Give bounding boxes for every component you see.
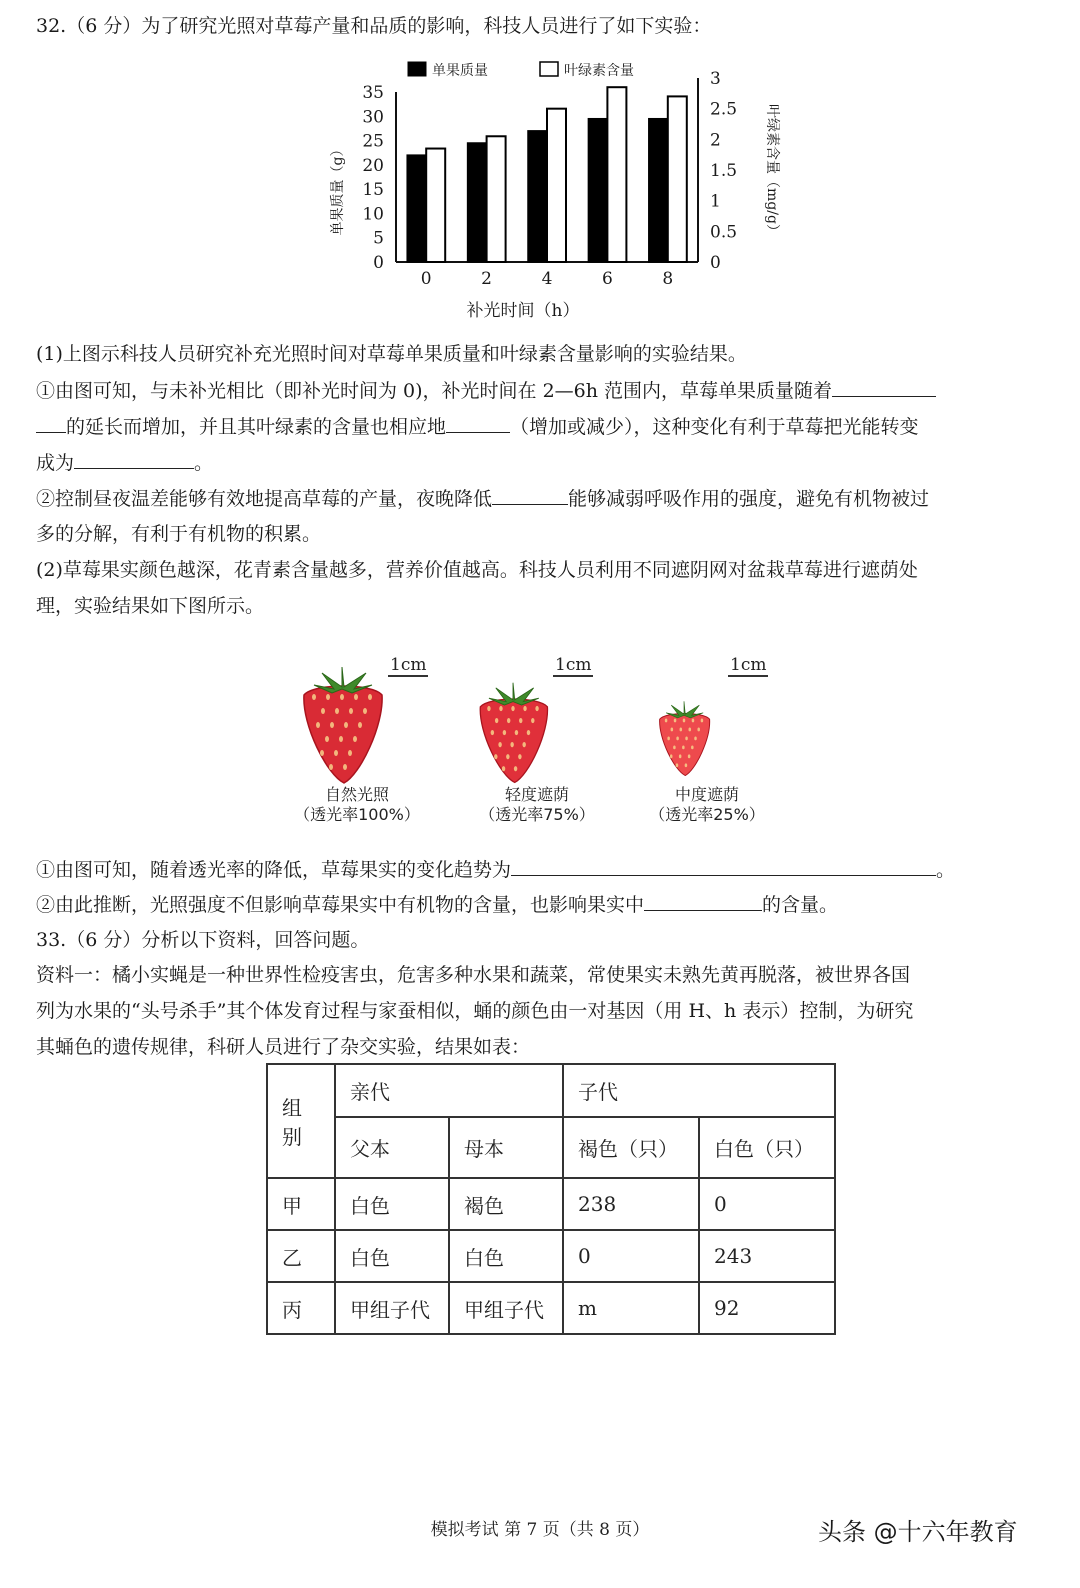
- strawberry-image: [470, 681, 556, 784]
- bar-fruit-mass: [407, 155, 426, 262]
- table-cell: 甲: [267, 1178, 335, 1230]
- strawberry-image: [292, 665, 392, 785]
- answer-blank-5[interactable]: [511, 857, 936, 876]
- q32-p5: [36, 857, 1044, 882]
- table-cell: m: [563, 1282, 699, 1334]
- q33-material-line2: 列为水果的“头号杀手”其个体发育过程与家蚕相似，蛹的颜色由一对基因（用 H、h 表示）控制，为研究: [36, 1000, 914, 1022]
- q32-part1: (1)上图示科技人员研究补充光照时间对草莓单果质量和叶绿素含量影响的实验结果。: [36, 343, 747, 365]
- q32-p3a-pre: ②控制昼夜温差能够有效地提高草莓的产量，夜晚降低: [36, 488, 493, 510]
- bar-chlorophyll: [426, 149, 445, 262]
- x-tick-label: 2: [481, 269, 493, 289]
- bar-chlorophyll: [668, 96, 687, 262]
- th-white: 白色（只）: [699, 1117, 835, 1178]
- th-father: 父本: [335, 1117, 449, 1178]
- q32-p3b: 多的分解，有利于有机物的积累。: [36, 523, 322, 545]
- table-cell: 丙: [267, 1282, 335, 1334]
- y-left-tick-label: 30: [362, 107, 384, 128]
- q33-material-line3: 其蛹色的遗传规律，科研人员进行了杂交实验，结果如表：: [36, 1036, 531, 1058]
- table-cell: 白色: [335, 1230, 449, 1282]
- answer-blank-4[interactable]: [492, 486, 568, 505]
- page-footer: 模拟考试 第 7 页（共 8 页）: [430, 1520, 650, 1540]
- light-transmittance: （透光率100%）: [294, 805, 420, 824]
- table-cell: 甲组子代: [449, 1282, 563, 1334]
- y-right-tick-label: 2: [710, 130, 721, 151]
- table-row: [267, 1178, 835, 1230]
- y-left-tick-label: 15: [362, 180, 384, 201]
- q32-p2c-pre: 成为: [36, 452, 75, 474]
- treatment-name: 自然光照: [324, 785, 389, 804]
- q32-p2b: [36, 414, 1044, 439]
- q32-header: 32.（6 分）为了研究光照对草莓产量和品质的影响，科技人员进行了如下实验：: [36, 15, 712, 37]
- table-row: [267, 1230, 835, 1282]
- table-cell: 238: [563, 1178, 699, 1230]
- th-parent: 亲代: [335, 1064, 563, 1117]
- y-axis-right-label: 叶绿素含量（mg/g）: [764, 104, 780, 238]
- q32-p4b: 理，实验结果如下图所示。: [36, 595, 265, 617]
- x-tick-label: 4: [541, 269, 553, 289]
- y-right-tick-label: 1.5: [710, 161, 738, 181]
- answer-blank-1[interactable]: [832, 378, 936, 397]
- answer-blank-1-cont[interactable]: [36, 414, 66, 433]
- y-left-tick-label: 35: [362, 83, 384, 103]
- q32-p3a: [36, 486, 1044, 511]
- bar-chlorophyll: [487, 136, 506, 262]
- bar-chlorophyll: [607, 87, 626, 262]
- y-right-tick-label: 3: [710, 69, 721, 89]
- answer-blank-3[interactable]: [74, 450, 194, 469]
- table-cell: 褐色: [449, 1178, 563, 1230]
- watermark: 头条 @十六年教育: [818, 1518, 1018, 1546]
- table-cell: 甲组子代: [335, 1282, 449, 1334]
- q32-p4a: (2)草莓果实颜色越深，花青素含量越多，营养价值越高。科技人员利用不同遮阴网对盆栽草莓进行遮荫处: [36, 559, 918, 581]
- y-right-tick-label: 0.5: [710, 222, 738, 243]
- table-cell: 243: [699, 1230, 835, 1282]
- x-tick-label: 6: [601, 269, 613, 289]
- scale-bar-label: 1cm: [390, 655, 427, 675]
- table-cell: 0: [699, 1178, 835, 1230]
- legend-swatch-fruit-mass: [408, 62, 426, 76]
- legend-label-fruit-mass: 单果质量: [432, 63, 488, 79]
- q33-header: 33.（6 分）分析以下资料，回答问题。: [36, 929, 370, 951]
- x-tick-label: 0: [420, 269, 432, 289]
- table-cell: 白色: [335, 1178, 449, 1230]
- x-tick-label: 8: [662, 269, 674, 289]
- y-left-tick-label: 10: [362, 204, 384, 225]
- table-cell: 92: [699, 1282, 835, 1334]
- q32-p2b-mid: 的延长而增加，并且其叶绿素的含量也相应地: [66, 416, 447, 438]
- table-cell: 0: [563, 1230, 699, 1282]
- legend-label-chlorophyll: 叶绿素含量: [564, 63, 634, 79]
- y-right-tick-label: 0: [710, 253, 721, 273]
- table-cell: 白色: [449, 1230, 563, 1282]
- q32-p5-pre: ①由图可知，随着透光率的降低，草莓果实的变化趋势为: [36, 859, 512, 881]
- q32-p6-pre: ②由此推断，光照强度不但影响草莓果实中有机物的含量，也影响果实中: [36, 894, 645, 916]
- y-axis-left-label: 单果质量（g）: [330, 142, 346, 236]
- answer-blank-2[interactable]: [446, 414, 510, 433]
- x-axis-label: 补光时间（h）: [466, 301, 580, 321]
- th-mother: 母本: [449, 1117, 563, 1178]
- cross-experiment-table: [266, 1063, 836, 1335]
- q32-p2a-text: ①由图可知，与未补光相比（即补光时间为 0)，补光时间在 2—6h 范围内，草莓单果质量随着: [36, 380, 833, 402]
- table-cell: 乙: [267, 1230, 335, 1282]
- bar-fruit-mass: [468, 143, 487, 262]
- q32-p5-post: 。: [936, 859, 956, 881]
- answer-blank-6[interactable]: [644, 892, 762, 911]
- y-left-tick-label: 5: [373, 228, 384, 249]
- q32-p2a: [36, 378, 1044, 403]
- y-left-tick-label: 20: [362, 155, 384, 176]
- y-left-tick-label: 0: [373, 253, 384, 273]
- scale-bar-label: 1cm: [730, 655, 767, 675]
- table-row: [267, 1282, 835, 1334]
- bar-chlorophyll: [547, 109, 566, 262]
- chart-legend: [408, 62, 634, 79]
- bar-fruit-mass: [649, 119, 668, 262]
- strawberry-image: [652, 700, 716, 777]
- scale-bar-label: 1cm: [555, 655, 592, 675]
- q32-p6: [36, 892, 1044, 917]
- y-left-tick-label: 25: [362, 131, 384, 152]
- chart-bars: [407, 87, 687, 262]
- light-transmittance: （透光率75%）: [479, 805, 595, 824]
- treatment-name: 轻度遮荫: [504, 785, 569, 804]
- bar-fruit-mass: [528, 131, 547, 262]
- strawberry-caption: [282, 785, 432, 825]
- q32-p2b-post: （增加或减少），这种变化有利于草莓把光能转变: [510, 416, 919, 438]
- q33-material-line1: 资料一：橘小实蝇是一种世界性检疫害虫，危害多种水果和蔬菜，常使果实未熟先黄再脱落，被世界各国: [36, 964, 911, 986]
- legend-swatch-chlorophyll: [540, 62, 558, 76]
- treatment-name: 中度遮荫: [674, 785, 739, 804]
- strawberry-caption: [462, 785, 612, 825]
- y-right-tick-label: 1: [710, 191, 721, 212]
- bar-fruit-mass: [588, 119, 607, 262]
- bar-chart: [320, 58, 800, 328]
- strawberry-caption: [632, 785, 782, 825]
- q32-p2c-post: 。: [194, 452, 214, 474]
- light-transmittance: （透光率25%）: [649, 805, 765, 824]
- th-group: 组别: [267, 1064, 335, 1178]
- q32-p6-post: 的含量。: [762, 894, 839, 916]
- q32-p2c: [36, 450, 1044, 475]
- th-brown: 褐色（只）: [563, 1117, 699, 1178]
- q32-p3a-post: 能够减弱呼吸作用的强度，避免有机物被过: [568, 488, 930, 510]
- th-offspring: 子代: [563, 1064, 835, 1117]
- y-right-tick-label: 2.5: [710, 99, 738, 120]
